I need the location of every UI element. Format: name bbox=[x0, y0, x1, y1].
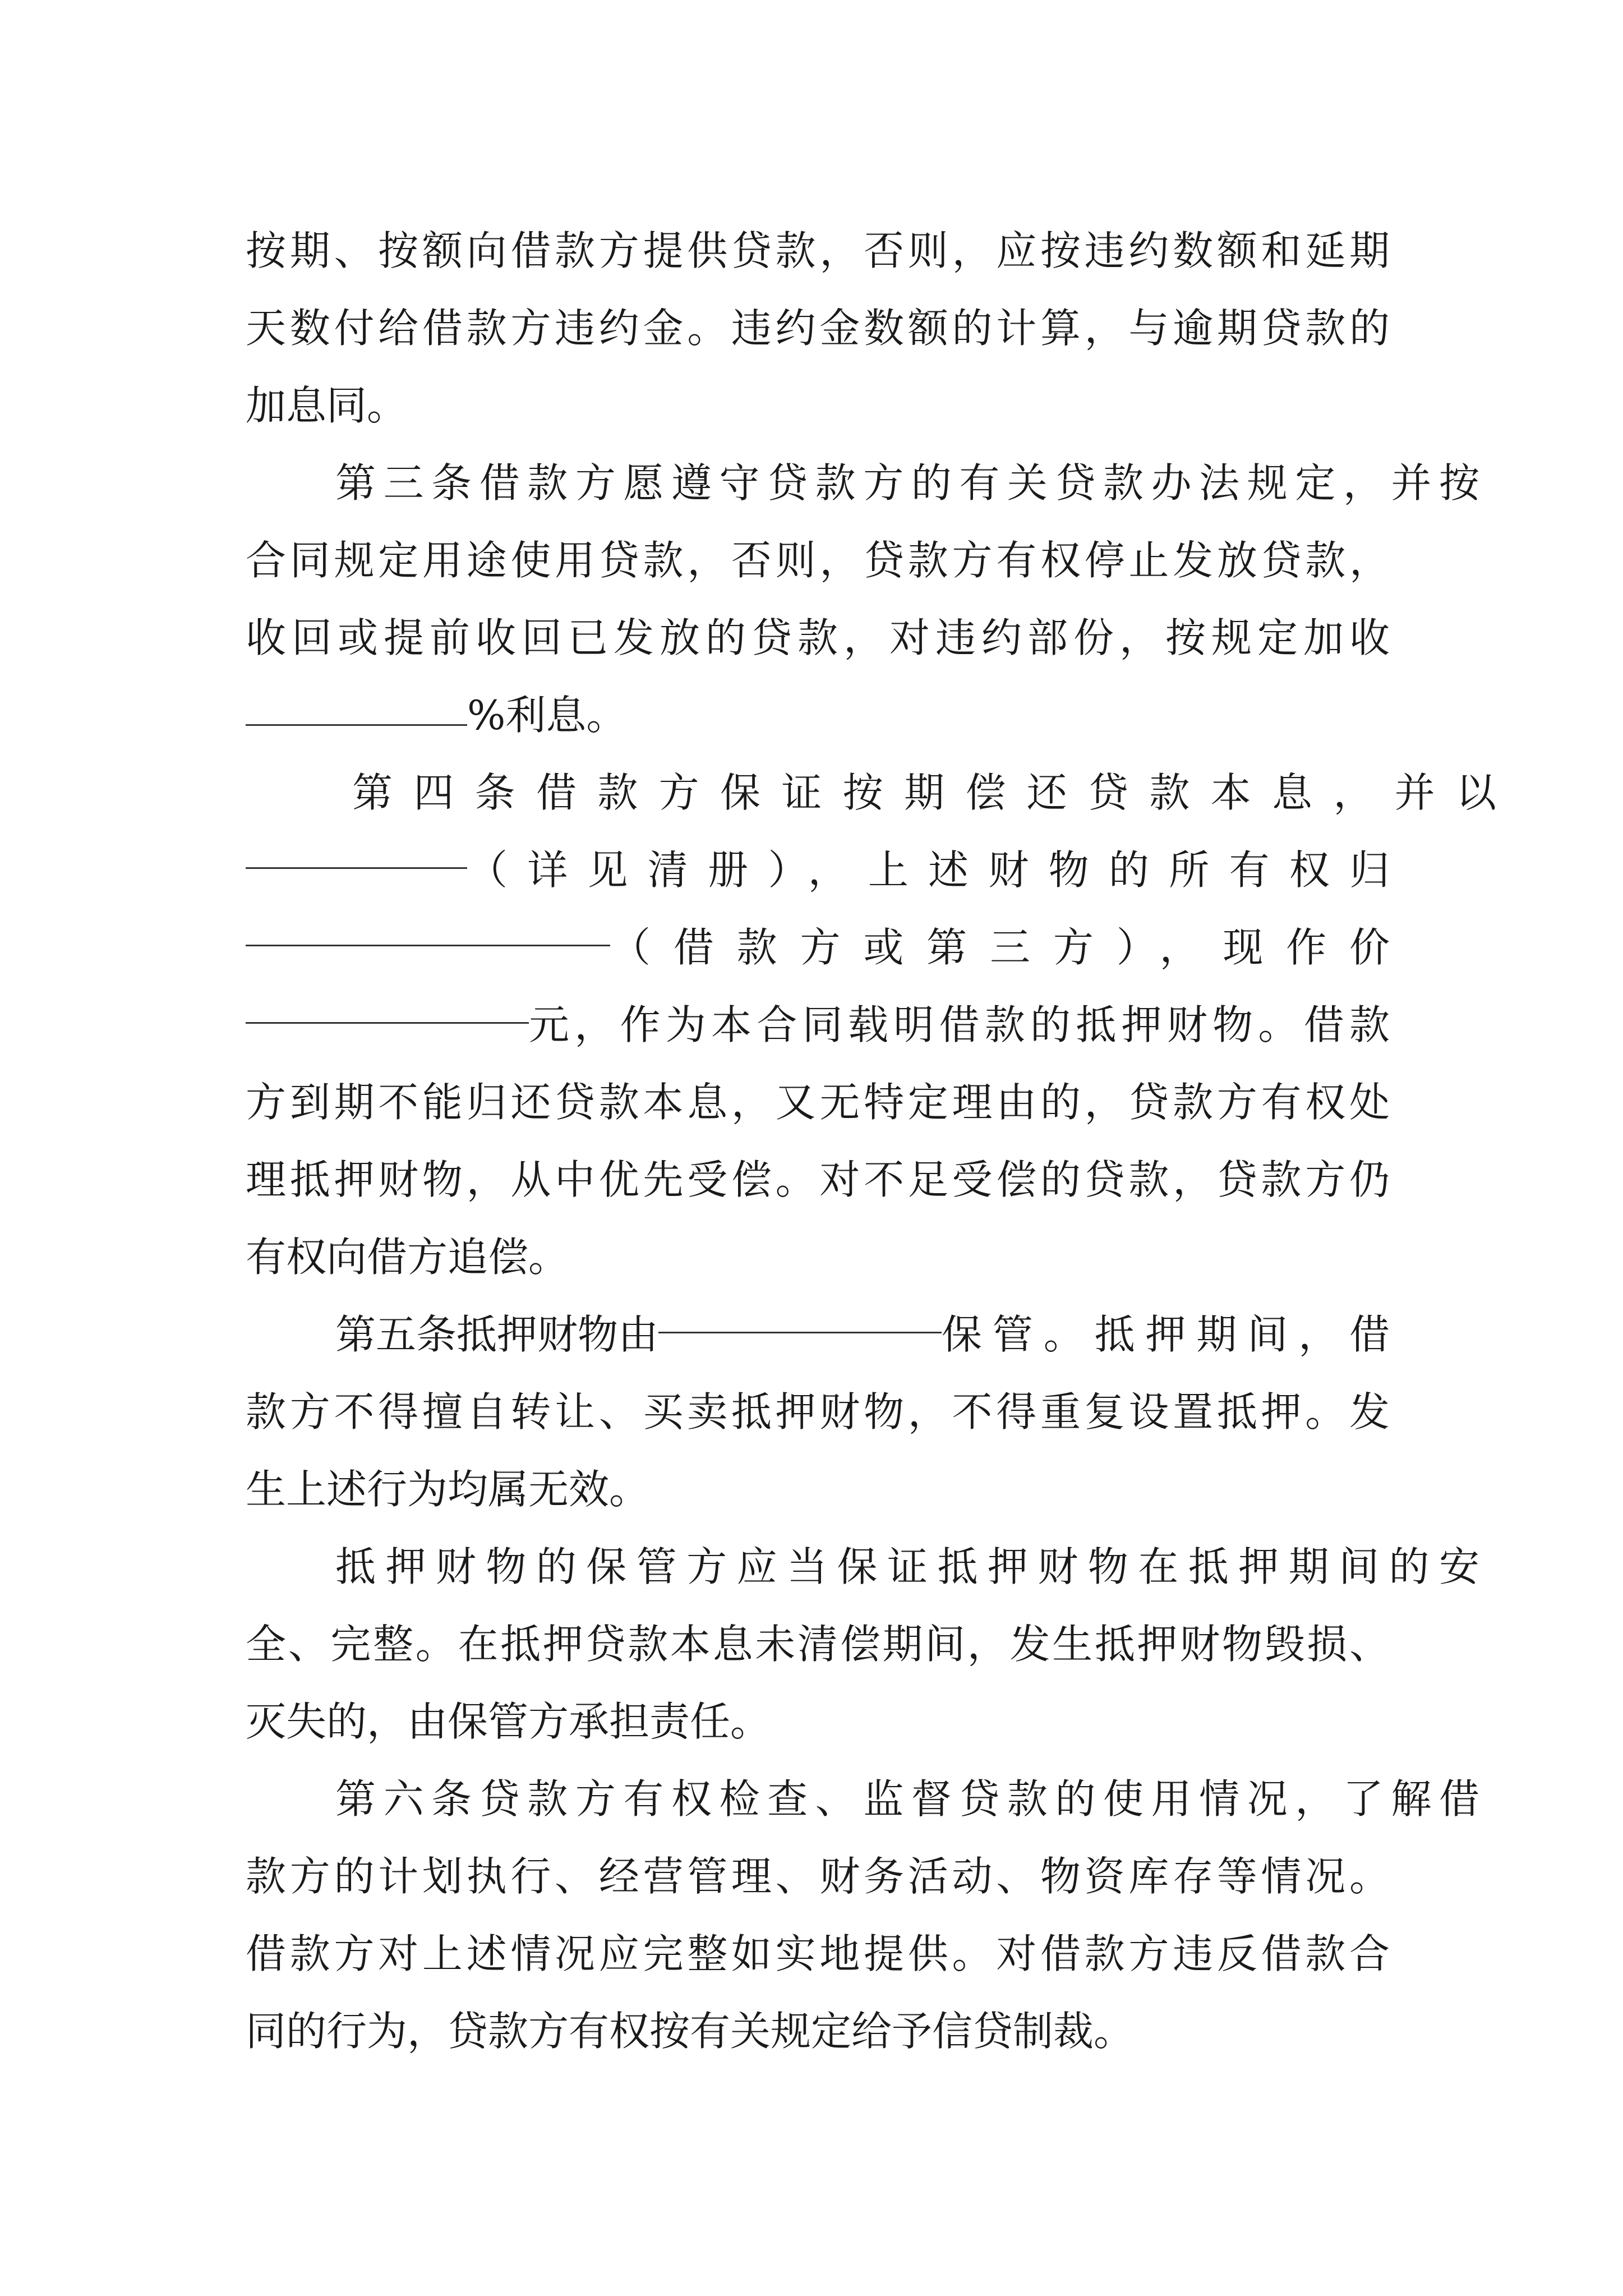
text-segment: %利息。 bbox=[467, 692, 627, 739]
paragraph-1 bbox=[246, 212, 1390, 444]
text-line: 第六条贷款方有权检查、监督贷款的使用情况，了解借 bbox=[335, 1775, 1479, 1823]
text-line bbox=[246, 831, 1390, 909]
text-line: 按期、按额向借款方提供贷款，否则，应按违约数额和延期 bbox=[246, 227, 1390, 274]
paragraph-article-6 bbox=[246, 1760, 1479, 2070]
text-line: 抵押财物的保管方应当保证抵押财物在抵押期间的安 bbox=[335, 1543, 1479, 1590]
blank-field bbox=[246, 828, 467, 869]
paragraph-article-3 bbox=[246, 444, 1479, 754]
text-line: 第四条借款方保证按期偿还贷款本息，并以 bbox=[352, 769, 1496, 816]
text-line: 借款方对上述情况应完整如实地提供。对借款方违反借款合 bbox=[246, 1930, 1390, 1977]
text-line bbox=[246, 986, 1390, 1064]
paragraph-article-4 bbox=[246, 754, 1496, 1296]
text-line bbox=[246, 1296, 1390, 1373]
blank-field bbox=[246, 983, 529, 1024]
blank-field bbox=[658, 1292, 942, 1333]
text-segment: 第五条抵押财物由 bbox=[335, 1311, 659, 1358]
paragraph-article-5 bbox=[246, 1296, 1390, 1528]
text-line: 灭失的，由保管方承担责任。 bbox=[246, 1698, 771, 1745]
text-line: 天数付给借款方违约金。违约金数额的计算，与逾期贷款的 bbox=[246, 305, 1390, 352]
text-segment: 元，作为本合同载明借款的抵押财物。借款 bbox=[529, 1001, 1390, 1048]
document-page bbox=[246, 212, 1496, 2070]
text-segment: （借款方或第三方），现作价 bbox=[610, 924, 1390, 971]
blank-field bbox=[246, 685, 467, 726]
paragraph-custody bbox=[246, 1528, 1479, 1760]
text-line: 同的行为，贷款方有权按有关规定给予信贷制裁。 bbox=[246, 2008, 1135, 2055]
text-line: 第三条借款方愿遵守贷款方的有关贷款办法规定，并按 bbox=[335, 459, 1479, 507]
blank-field bbox=[246, 905, 610, 946]
text-line: 合同规定用途使用贷款，否则，贷款方有权停止发放贷款， bbox=[246, 537, 1390, 584]
text-line: 理抵押财物，从中优先受偿。对不足受偿的贷款，贷款方仍 bbox=[246, 1156, 1390, 1203]
text-line: 加息同。 bbox=[246, 382, 408, 429]
text-line bbox=[246, 909, 1390, 986]
text-line: 全、完整。在抵押贷款本息未清偿期间，发生抵押财物毁损、 bbox=[246, 1621, 1390, 1668]
text-line: 有权向借方追偿。 bbox=[246, 1234, 569, 1281]
text-line: 款方不得擅自转让、买卖抵押财物，不得重复设置抵押。发 bbox=[246, 1388, 1390, 1435]
text-segment: （详见清册），上述财物的所有权归 bbox=[467, 846, 1390, 894]
text-line bbox=[246, 677, 1390, 754]
text-segment: 保管。抵押期间，借 bbox=[942, 1311, 1390, 1358]
text-line: 方到期不能归还贷款本息，又无特定理由的，贷款方有权处 bbox=[246, 1079, 1390, 1126]
text-line: 生上述行为均属无效。 bbox=[246, 1466, 650, 1513]
text-line: 款方的计划执行、经营管理、财务活动、物资库存等情况。 bbox=[246, 1853, 1390, 1900]
text-line: 收回或提前收回已发放的贷款，对违约部份，按规定加收 bbox=[246, 614, 1390, 661]
